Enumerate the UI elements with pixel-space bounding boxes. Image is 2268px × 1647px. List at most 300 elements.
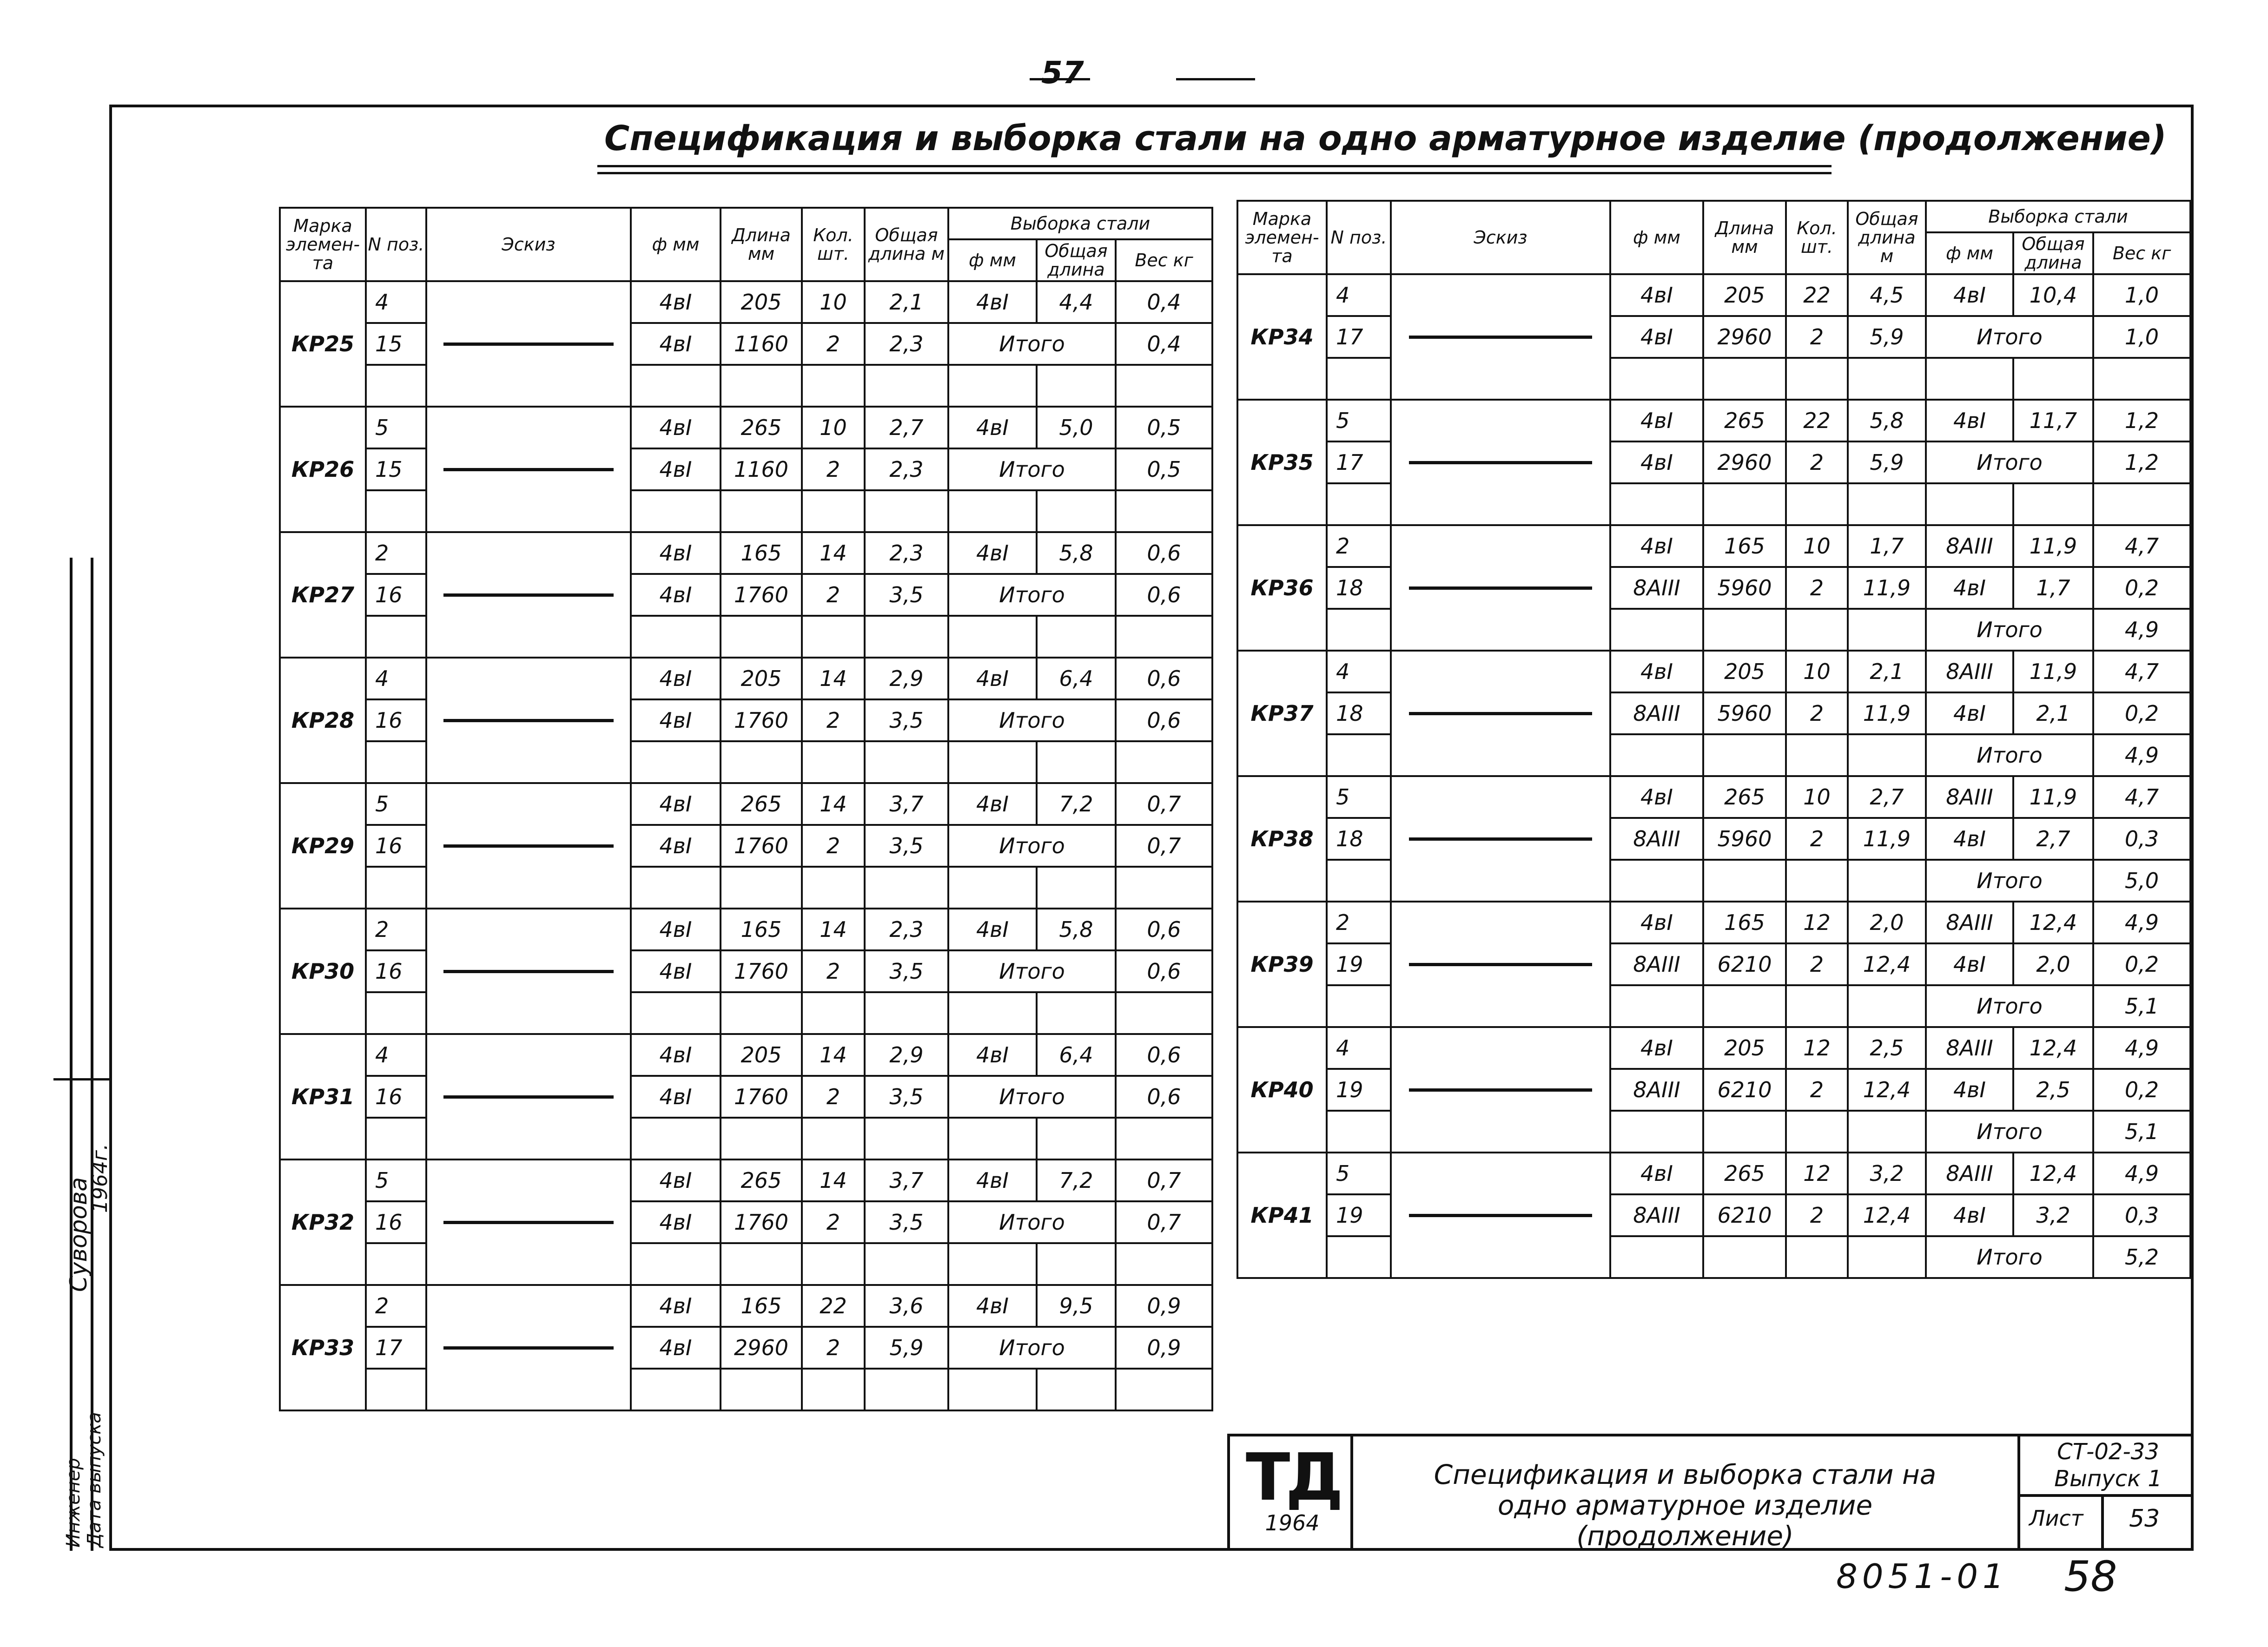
right-total-label: Итого xyxy=(1926,734,2093,776)
table-row xyxy=(1237,609,2190,651)
stamp-title-line-2: одно арматурное изделие xyxy=(1497,1489,1873,1521)
left-count xyxy=(802,365,865,407)
sheet-number: 53 xyxy=(2129,1505,2160,1533)
left-element-mark: КР30 xyxy=(280,909,366,1034)
left-position-number: 2 xyxy=(366,1285,426,1327)
left-header-sel-phi: ф мм xyxy=(948,239,1037,281)
right-diameter xyxy=(1610,609,1703,651)
left-selection-total-length xyxy=(1037,616,1116,658)
right-length xyxy=(1703,609,1786,651)
rebar-sketch-line xyxy=(443,343,614,346)
left-diameter: 4вI xyxy=(631,1076,721,1118)
left-position-number: 4 xyxy=(366,1034,426,1076)
right-header-sel-phi: ф мм xyxy=(1926,232,2013,274)
right-sketch-cell xyxy=(1391,400,1610,525)
right-total-length: 5,9 xyxy=(1848,441,1926,483)
right-position-number: 5 xyxy=(1327,400,1391,441)
left-selection-weight xyxy=(1116,1243,1212,1285)
left-position-number: 15 xyxy=(366,323,426,365)
left-length: 2960 xyxy=(721,1327,802,1369)
left-diameter: 4вI xyxy=(631,658,721,699)
right-position-number xyxy=(1327,483,1391,525)
right-sketch-cell xyxy=(1391,274,1610,400)
right-total-length: 2,0 xyxy=(1848,902,1926,943)
right-count xyxy=(1786,985,1848,1027)
right-header-sel-weight: Вес кг xyxy=(2093,232,2190,274)
right-selection-weight: 1,2 xyxy=(2093,441,2190,483)
left-position-number: 16 xyxy=(366,574,426,616)
left-sketch-cell xyxy=(426,1159,631,1285)
left-count xyxy=(802,1369,865,1410)
left-total-length: 3,5 xyxy=(865,950,948,992)
rebar-sketch-line xyxy=(1409,461,1592,464)
right-length: 5960 xyxy=(1703,692,1786,734)
table-row xyxy=(1237,943,2190,985)
left-count xyxy=(802,741,865,783)
table-row xyxy=(280,1369,1212,1410)
right-length: 205 xyxy=(1703,1027,1786,1069)
left-length: 1760 xyxy=(721,1076,802,1118)
page-number: 57 xyxy=(1041,55,1084,91)
left-selection-weight: 0,6 xyxy=(1116,950,1212,992)
right-total-length: 2,7 xyxy=(1848,776,1926,818)
table-row xyxy=(280,1327,1212,1369)
left-diameter: 4вI xyxy=(631,699,721,741)
right-selection-total-length: 11,7 xyxy=(2013,400,2093,441)
right-sketch-cell xyxy=(1391,525,1610,651)
left-selection-weight: 0,6 xyxy=(1116,574,1212,616)
table-row xyxy=(280,741,1212,783)
left-count xyxy=(802,867,865,909)
right-total-length: 2,5 xyxy=(1848,1027,1926,1069)
left-total-length xyxy=(865,867,948,909)
right-selection-diameter: 8АIII xyxy=(1926,651,2013,692)
right-selection-total-length: 2,1 xyxy=(2013,692,2093,734)
left-selection-diameter: 4вI xyxy=(948,281,1037,323)
right-position-number: 19 xyxy=(1327,943,1391,985)
right-diameter: 4вI xyxy=(1610,274,1703,316)
right-count: 2 xyxy=(1786,943,1848,985)
left-selection-diameter xyxy=(948,1243,1037,1285)
left-length xyxy=(721,1369,802,1410)
right-selection-weight: 1,2 xyxy=(2093,400,2190,441)
right-selection-weight: 1,0 xyxy=(2093,274,2190,316)
left-diameter: 4вI xyxy=(631,783,721,825)
left-sketch-cell xyxy=(426,1285,631,1410)
left-length: 205 xyxy=(721,1034,802,1076)
left-header-total-length: Общая длина м xyxy=(865,208,948,281)
right-selection-weight: 0,2 xyxy=(2093,943,2190,985)
left-selection-weight xyxy=(1116,992,1212,1034)
left-header-length: Длина мм xyxy=(721,208,802,281)
left-count: 22 xyxy=(802,1285,865,1327)
left-selection-weight: 0,5 xyxy=(1116,407,1212,448)
left-selection-total-length: 4,4 xyxy=(1037,281,1116,323)
right-length xyxy=(1703,1236,1786,1278)
left-length: 165 xyxy=(721,1285,802,1327)
left-diameter: 4вI xyxy=(631,532,721,574)
left-length: 265 xyxy=(721,783,802,825)
right-element-mark: КР38 xyxy=(1237,776,1327,902)
left-selection-total-length xyxy=(1037,741,1116,783)
spec-table-left xyxy=(279,207,1213,1411)
left-total-label: Итого xyxy=(948,1076,1116,1118)
left-header-selection: Выборка стали xyxy=(948,208,1212,239)
left-diameter xyxy=(631,1369,721,1410)
left-total-length: 2,7 xyxy=(865,407,948,448)
right-position-number xyxy=(1327,985,1391,1027)
right-total-label: Итого xyxy=(1926,316,2093,358)
table-row xyxy=(1237,525,2190,567)
left-selection-diameter xyxy=(948,1369,1037,1410)
left-total-label: Итого xyxy=(948,1201,1116,1243)
right-selection-total-length: 11,9 xyxy=(2013,525,2093,567)
left-total-label: Итого xyxy=(948,825,1116,867)
left-length: 1760 xyxy=(721,950,802,992)
left-count xyxy=(802,992,865,1034)
right-position-number: 2 xyxy=(1327,525,1391,567)
left-length xyxy=(721,365,802,407)
right-total-length xyxy=(1848,860,1926,902)
right-selection-diameter: 8АIII xyxy=(1926,525,2013,567)
table-row xyxy=(1237,902,2190,943)
left-selection-weight: 0,9 xyxy=(1116,1327,1212,1369)
rebar-sketch-line xyxy=(443,593,614,597)
right-total-length: 5,8 xyxy=(1848,400,1926,441)
left-sketch-cell xyxy=(426,909,631,1034)
right-diameter: 4вI xyxy=(1610,316,1703,358)
right-diameter: 4вI xyxy=(1610,525,1703,567)
table-row xyxy=(1237,651,2190,692)
left-count xyxy=(802,1243,865,1285)
left-selection-diameter: 4вI xyxy=(948,658,1037,699)
left-selection-diameter xyxy=(948,1118,1037,1159)
left-selection-weight xyxy=(1116,1118,1212,1159)
side-strip-line-1 xyxy=(70,558,73,1551)
left-selection-weight xyxy=(1116,867,1212,909)
left-count: 2 xyxy=(802,1327,865,1369)
right-selection-total-length xyxy=(2013,358,2093,400)
table-row xyxy=(1237,1111,2190,1153)
left-diameter: 4вI xyxy=(631,1034,721,1076)
left-position-number: 16 xyxy=(366,1201,426,1243)
left-total-length xyxy=(865,365,948,407)
right-position-number: 5 xyxy=(1327,1153,1391,1194)
left-diameter: 4вI xyxy=(631,825,721,867)
right-total-label: Итого xyxy=(1926,1111,2093,1153)
left-sketch-cell xyxy=(426,658,631,783)
left-length: 205 xyxy=(721,658,802,699)
sheet-label: Лист xyxy=(2029,1506,2083,1531)
left-position-number: 16 xyxy=(366,1076,426,1118)
left-selection-weight: 0,7 xyxy=(1116,783,1212,825)
left-position-number: 15 xyxy=(366,448,426,490)
right-total-label: Итого xyxy=(1926,860,2093,902)
right-selection-weight: 4,7 xyxy=(2093,776,2190,818)
table-row xyxy=(280,1201,1212,1243)
left-length xyxy=(721,867,802,909)
right-selection-diameter: 8АIII xyxy=(1926,1027,2013,1069)
table-row xyxy=(1237,1194,2190,1236)
rebar-sketch-line xyxy=(443,1346,614,1350)
left-diameter xyxy=(631,867,721,909)
left-position-number: 16 xyxy=(366,699,426,741)
left-length: 1760 xyxy=(721,699,802,741)
left-count xyxy=(802,1118,865,1159)
left-length xyxy=(721,616,802,658)
left-total-length xyxy=(865,741,948,783)
right-header-sel-total: Общая длина xyxy=(2013,232,2093,274)
left-position-number xyxy=(366,992,426,1034)
left-diameter: 4вI xyxy=(631,323,721,365)
right-selection-total-length: 12,4 xyxy=(2013,1027,2093,1069)
left-length: 165 xyxy=(721,909,802,950)
right-diameter xyxy=(1610,860,1703,902)
table-row xyxy=(1237,734,2190,776)
left-header-sel-total: Общая длина xyxy=(1037,239,1116,281)
left-selection-weight xyxy=(1116,616,1212,658)
left-sketch-cell xyxy=(426,281,631,407)
right-count xyxy=(1786,609,1848,651)
rebar-sketch-line xyxy=(1409,1214,1592,1217)
table-row xyxy=(1237,274,2190,316)
right-count xyxy=(1786,1236,1848,1278)
table-row xyxy=(1237,776,2190,818)
left-element-mark: КР29 xyxy=(280,783,366,909)
left-selection-weight xyxy=(1116,490,1212,532)
left-selection-weight: 0,6 xyxy=(1116,1034,1212,1076)
table-row xyxy=(1237,358,2190,400)
left-length xyxy=(721,992,802,1034)
left-length: 265 xyxy=(721,407,802,448)
left-diameter: 4вI xyxy=(631,574,721,616)
left-selection-total-length xyxy=(1037,1243,1116,1285)
left-total-length: 2,1 xyxy=(865,281,948,323)
left-selection-total-length: 6,4 xyxy=(1037,658,1116,699)
right-element-mark: КР35 xyxy=(1237,400,1327,525)
left-position-number: 5 xyxy=(366,1159,426,1201)
left-total-label: Итого xyxy=(948,1327,1116,1369)
right-total-length: 3,2 xyxy=(1848,1153,1926,1194)
table-row xyxy=(1237,1069,2190,1111)
right-header-count: Кол. шт. xyxy=(1786,201,1848,274)
left-count: 14 xyxy=(802,909,865,950)
left-position-number xyxy=(366,490,426,532)
table-row xyxy=(280,407,1212,448)
right-element-mark: КР39 xyxy=(1237,902,1327,1027)
right-selection-weight: 4,9 xyxy=(2093,1153,2190,1194)
left-diameter: 4вI xyxy=(631,909,721,950)
left-header-mark: Марка элемен-та xyxy=(280,208,366,281)
right-count: 12 xyxy=(1786,1153,1848,1194)
left-count: 2 xyxy=(802,699,865,741)
left-selection-weight: 0,5 xyxy=(1116,448,1212,490)
right-total-length xyxy=(1848,985,1926,1027)
page-title: Спецификация и выборка стали на одно арматурное изделие (продолжение) xyxy=(604,119,2167,158)
right-total-length xyxy=(1848,1236,1926,1278)
right-length: 2960 xyxy=(1703,441,1786,483)
right-position-number: 4 xyxy=(1327,274,1391,316)
right-diameter: 8АIII xyxy=(1610,692,1703,734)
logo-year: 1964 xyxy=(1265,1510,1320,1535)
table-row xyxy=(280,323,1212,365)
left-sketch-cell xyxy=(426,1034,631,1159)
right-length: 265 xyxy=(1703,400,1786,441)
left-diameter: 4вI xyxy=(631,1159,721,1201)
left-selection-weight: 0,6 xyxy=(1116,532,1212,574)
right-diameter: 8АIII xyxy=(1610,567,1703,609)
left-position-number: 2 xyxy=(366,909,426,950)
right-selection-diameter: 8АIII xyxy=(1926,1153,2013,1194)
right-count: 2 xyxy=(1786,818,1848,860)
right-position-number xyxy=(1327,1111,1391,1153)
right-position-number: 2 xyxy=(1327,902,1391,943)
right-total-length xyxy=(1848,358,1926,400)
left-selection-total-length: 5,8 xyxy=(1037,532,1116,574)
right-element-mark: КР34 xyxy=(1237,274,1327,400)
left-selection-total-length: 7,2 xyxy=(1037,783,1116,825)
right-total-length xyxy=(1848,483,1926,525)
right-selection-weight: 4,9 xyxy=(2093,609,2190,651)
table-row xyxy=(280,281,1212,323)
right-position-number xyxy=(1327,609,1391,651)
table-row xyxy=(280,365,1212,407)
left-position-number xyxy=(366,741,426,783)
left-total-length: 3,5 xyxy=(865,574,948,616)
page-number-dash-right xyxy=(1176,78,1255,80)
table-row xyxy=(280,1159,1212,1201)
right-sketch-cell xyxy=(1391,651,1610,776)
table-row xyxy=(280,909,1212,950)
series-code: СТ-02-33 xyxy=(2057,1439,2159,1465)
left-total-length: 3,5 xyxy=(865,699,948,741)
left-count: 2 xyxy=(802,825,865,867)
left-diameter: 4вI xyxy=(631,448,721,490)
right-length xyxy=(1703,860,1786,902)
side-engineer-label: Инженер xyxy=(63,1458,84,1548)
left-count: 2 xyxy=(802,323,865,365)
title-underline xyxy=(597,165,1832,167)
left-header-sel-weight: Вес кг xyxy=(1116,239,1212,281)
right-count: 12 xyxy=(1786,1027,1848,1069)
left-total-length: 3,7 xyxy=(865,1159,948,1201)
stamp-title-line-1: Спецификация и выборка стали на xyxy=(1434,1459,1937,1490)
left-total-label: Итого xyxy=(948,699,1116,741)
right-selection-weight: 4,9 xyxy=(2093,902,2190,943)
right-count: 2 xyxy=(1786,567,1848,609)
left-sketch-cell xyxy=(426,407,631,532)
right-length: 165 xyxy=(1703,525,1786,567)
table-row xyxy=(1237,818,2190,860)
left-count: 2 xyxy=(802,574,865,616)
table-row xyxy=(1237,567,2190,609)
rebar-sketch-line xyxy=(443,970,614,973)
left-selection-total-length: 7,2 xyxy=(1037,1159,1116,1201)
right-length: 6210 xyxy=(1703,1194,1786,1236)
right-position-number: 5 xyxy=(1327,776,1391,818)
left-element-mark: КР27 xyxy=(280,532,366,658)
right-total-length xyxy=(1848,609,1926,651)
right-header-selection: Выборка стали xyxy=(1926,201,2190,232)
right-selection-weight: 4,9 xyxy=(2093,734,2190,776)
right-sketch-cell xyxy=(1391,776,1610,902)
right-count: 22 xyxy=(1786,400,1848,441)
left-total-length: 2,3 xyxy=(865,532,948,574)
left-diameter: 4вI xyxy=(631,407,721,448)
right-count: 2 xyxy=(1786,1069,1848,1111)
rebar-sketch-line xyxy=(1409,963,1592,966)
left-selection-diameter: 4вI xyxy=(948,1034,1037,1076)
table-row xyxy=(1237,692,2190,734)
right-selection-weight xyxy=(2093,358,2190,400)
left-diameter: 4вI xyxy=(631,281,721,323)
left-selection-weight: 0,6 xyxy=(1116,1076,1212,1118)
left-count: 10 xyxy=(802,281,865,323)
table-row xyxy=(280,992,1212,1034)
stamp-title-line-3: (продолжение) xyxy=(1576,1520,1794,1552)
left-diameter xyxy=(631,490,721,532)
right-selection-weight: 5,1 xyxy=(2093,1111,2190,1153)
right-selection-total-length: 11,9 xyxy=(2013,651,2093,692)
right-total-length: 2,1 xyxy=(1848,651,1926,692)
right-length: 265 xyxy=(1703,1153,1786,1194)
left-position-number xyxy=(366,365,426,407)
table-row xyxy=(1237,400,2190,441)
right-selection-diameter xyxy=(1926,483,2013,525)
table-row xyxy=(280,616,1212,658)
right-selection-weight: 4,7 xyxy=(2093,651,2190,692)
right-position-number: 4 xyxy=(1327,1027,1391,1069)
left-selection-diameter: 4вI xyxy=(948,1159,1037,1201)
left-total-length xyxy=(865,490,948,532)
right-selection-diameter: 4вI xyxy=(1926,1194,2013,1236)
right-selection-weight: 1,0 xyxy=(2093,316,2190,358)
left-position-number: 16 xyxy=(366,950,426,992)
right-position-number: 19 xyxy=(1327,1069,1391,1111)
left-total-label: Итого xyxy=(948,950,1116,992)
left-length xyxy=(721,1118,802,1159)
right-selection-diameter: 4вI xyxy=(1926,274,2013,316)
right-selection-diameter: 4вI xyxy=(1926,818,2013,860)
left-count: 14 xyxy=(802,658,865,699)
left-header-count: Кол. шт. xyxy=(802,208,865,281)
rebar-sketch-line xyxy=(1409,586,1592,590)
left-selection-diameter: 4вI xyxy=(948,909,1037,950)
table-row xyxy=(1237,860,2190,902)
right-count: 10 xyxy=(1786,651,1848,692)
right-diameter: 8АIII xyxy=(1610,1194,1703,1236)
left-position-number: 17 xyxy=(366,1327,426,1369)
left-count: 14 xyxy=(802,1159,865,1201)
right-element-mark: КР37 xyxy=(1237,651,1327,776)
left-element-mark: КР31 xyxy=(280,1034,366,1159)
right-selection-diameter: 8АIII xyxy=(1926,776,2013,818)
right-total-length: 12,4 xyxy=(1848,1194,1926,1236)
left-length: 165 xyxy=(721,532,802,574)
left-length: 1160 xyxy=(721,323,802,365)
right-selection-weight: 0,2 xyxy=(2093,692,2190,734)
left-length: 265 xyxy=(721,1159,802,1201)
left-position-number: 2 xyxy=(366,532,426,574)
title-underline-2 xyxy=(597,172,1832,174)
right-diameter: 4вI xyxy=(1610,1153,1703,1194)
right-count: 10 xyxy=(1786,776,1848,818)
left-header-sketch: Эскиз xyxy=(426,208,631,281)
left-length xyxy=(721,1243,802,1285)
left-selection-weight: 0,7 xyxy=(1116,1159,1212,1201)
left-count: 14 xyxy=(802,532,865,574)
left-count: 14 xyxy=(802,1034,865,1076)
